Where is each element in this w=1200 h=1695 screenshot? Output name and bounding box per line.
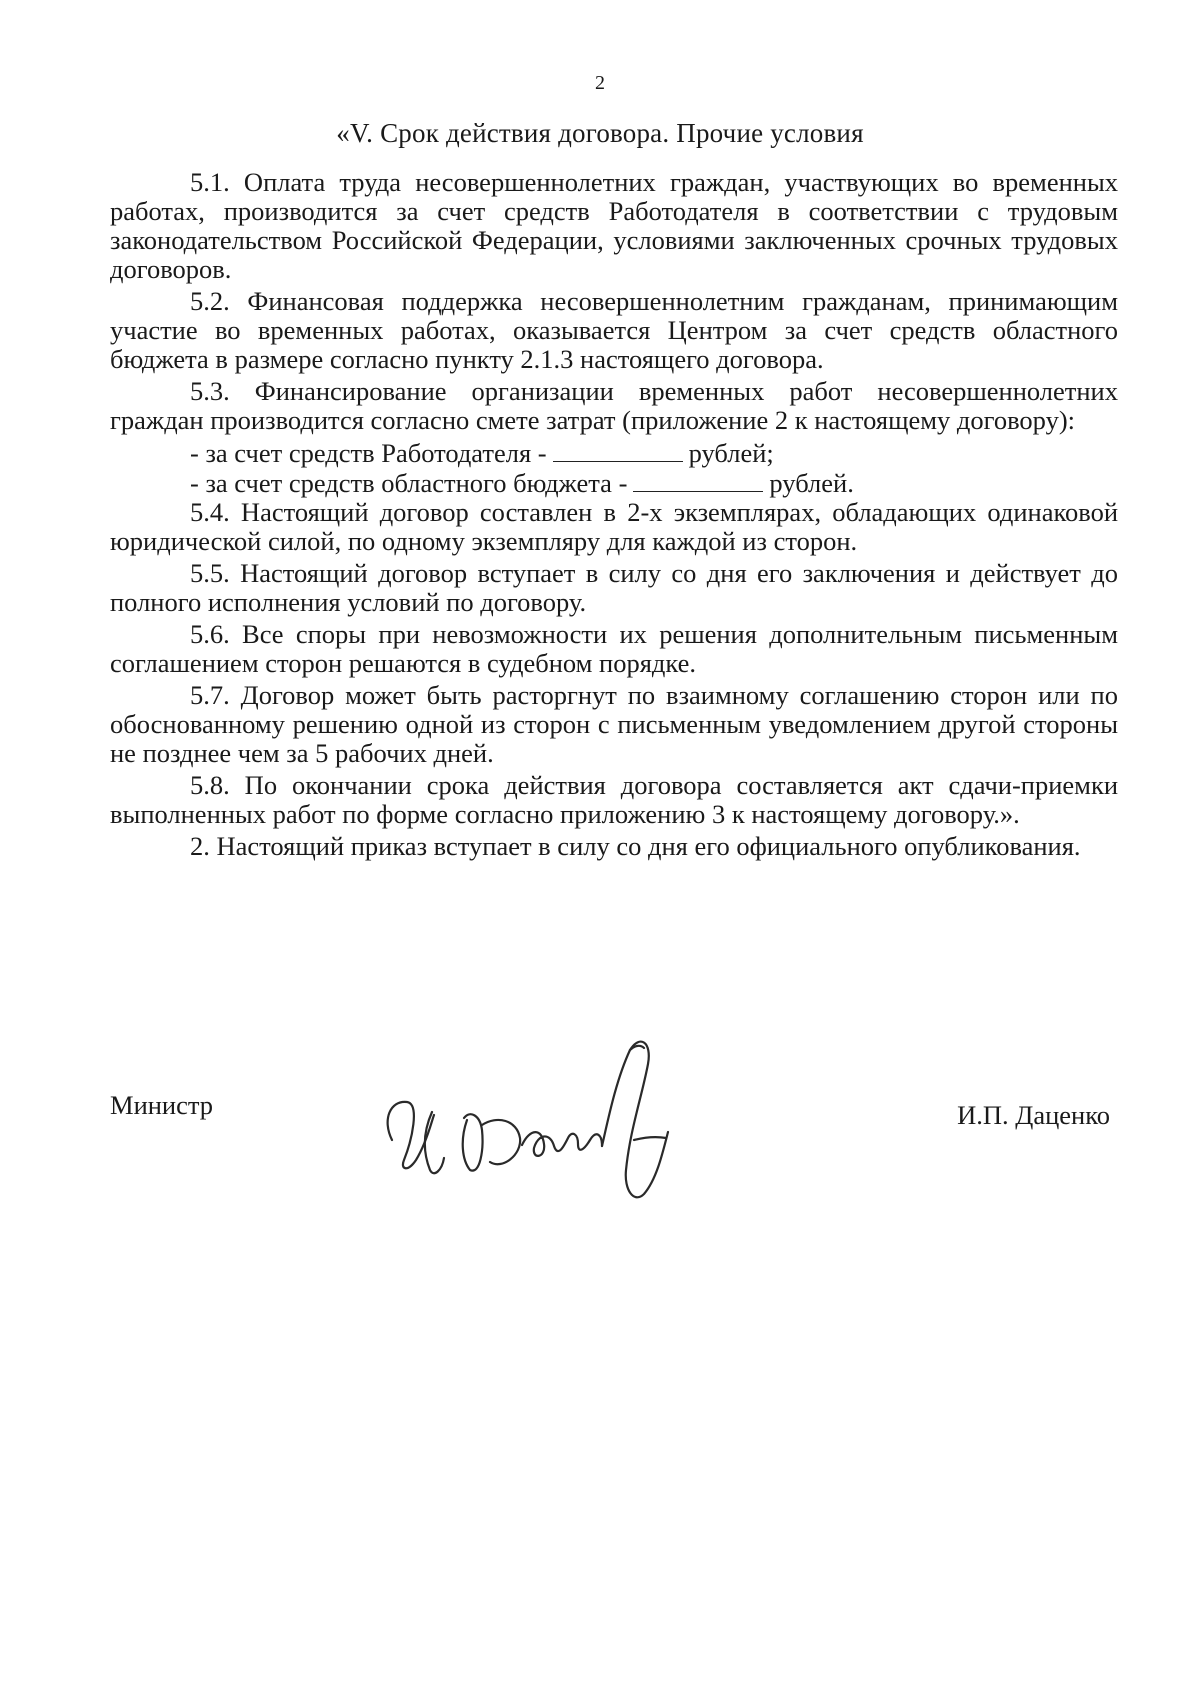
blank-amount-employer [553,441,683,462]
signature-block [110,1090,1110,1210]
paragraph-5-5: 5.5. Настоящий договор вступает в силу со дня его заключения и действует до полного исполнения условий по договору. [110,558,1118,617]
funding-line-employer-unit: рублей; [688,438,774,468]
section-title: «V. Срок действия договора. Прочие условия [336,118,864,148]
paragraph-order-effective: 2. Настоящий приказ вступает в силу со дня его официального опубликования. [190,831,1081,861]
minister-title: Министр [110,1090,214,1120]
blank-amount-regional [633,471,763,492]
funding-line-regional-label: - за счет средств областного бюджета - [190,468,628,498]
page-number: 2 [595,72,605,94]
paragraph-5-2: 5.2. Финансовая поддержка несовершеннолетним гражданам, принимающим участие во временных работах, оказывается Центром за счет средств областного бюджета в размере согласно пункту 2.1.3 настоящего договора. [110,286,1118,374]
funding-line-employer-label: - за счет средств Работодателя - [190,438,547,468]
handwritten-signature-icon [372,1020,692,1220]
paragraph-5-3: 5.3. Финансирование организации временных работ несовершеннолетних граждан производится согласно смете затрат (приложение 2 к настоящему договору): [110,376,1118,435]
document-body [110,168,1118,864]
paragraph-5-4: 5.4. Настоящий договор составлен в 2-х экземплярах, обладающих одинаковой юридической силой, по одному экземпляру для каждой из сторон. [110,497,1118,556]
funding-line-employer [110,438,1118,468]
paragraph-5-7: 5.7. Договор может быть расторгнут по взаимному соглашению сторон или по обоснованному решению одной из сторон с письменным уведомлением другой стороны не позднее чем за 5 рабочих дней. [110,680,1118,768]
paragraph-5-1: 5.1. Оплата труда несовершеннолетних граждан, участвующих во временных работах, производится за счет средств Работодателя в соответствии с трудовым законодательством Российской Федерации, условиями заключенных срочных трудовых договоров. [110,167,1118,284]
paragraph-5-6: 5.6. Все споры при невозможности их решения дополнительным письменным соглашением сторон решаются в судебном порядке. [110,619,1118,678]
funding-line-regional-unit: рублей. [769,468,854,498]
minister-name: И.П. Даценко [957,1100,1110,1130]
funding-line-regional [110,468,1118,498]
paragraph-5-8: 5.8. По окончании срока действия договора составляется акт сдачи-приемки выполненных работ по форме согласно приложению 3 к настоящему договору.». [110,770,1118,829]
